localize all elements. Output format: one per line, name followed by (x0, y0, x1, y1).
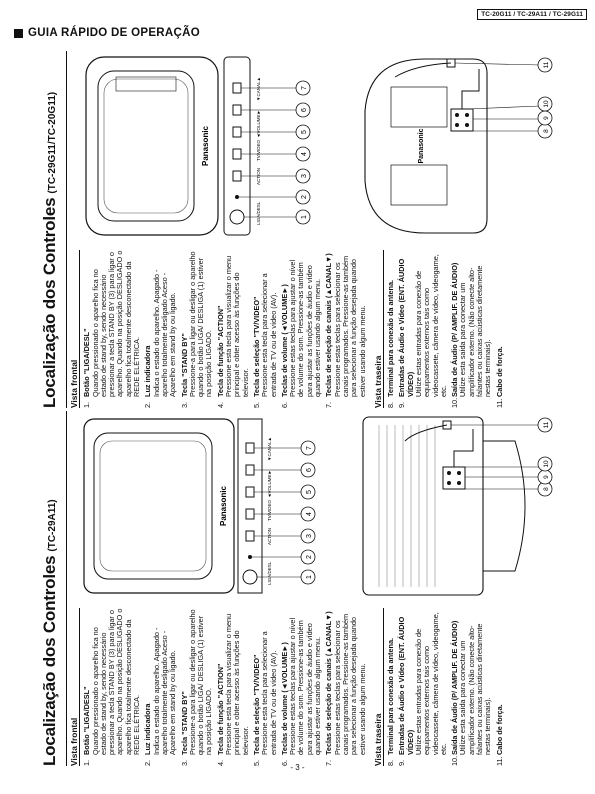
item-number: 4. (215, 759, 225, 766)
list-item (325, 250, 366, 408)
front-heading: Vista frontal (70, 608, 80, 766)
item-number: 8. (386, 401, 396, 408)
item-label: Teclas de seleção de canais (▲CANAL▼) (324, 611, 334, 755)
rear-items (387, 250, 504, 408)
svg-text:7: 7 (306, 446, 313, 450)
section-title-text: Localização dos Controles (40, 197, 59, 408)
list-item (496, 608, 504, 766)
item-label: Terminal para conexão da antena. (386, 279, 396, 397)
item-description: Indica o estado do aparelho. Apagado - aparelho totalmente desligado Aceso - Aparelho em stand by ou ligado. (151, 269, 178, 397)
description-column (70, 608, 560, 766)
list-item (387, 250, 395, 408)
item-description: Pressione esta tecla para visualizar o menu principal e obter acesso às funções do televisor. (224, 255, 250, 397)
item-text (217, 608, 250, 755)
item-description: Pressione estas teclas para ajustar o nível de volume do som. Pressione-as também para ajustar as funções de áudio e vídeo quando estiver usando algum menu. (288, 617, 323, 755)
svg-text:5: 5 (306, 490, 313, 494)
description-column (70, 250, 560, 408)
item-number: 6. (279, 401, 289, 408)
list-item (398, 608, 448, 766)
svg-text:1: 1 (306, 575, 313, 579)
item-text (496, 346, 504, 397)
rotated-content (40, 51, 565, 766)
item-number: 3. (179, 759, 189, 766)
item-text (253, 608, 278, 755)
svg-text:▼CANAL▲: ▼CANAL▲ (256, 77, 261, 101)
tv-front-drawing (76, 411, 356, 601)
item-number: 4. (215, 401, 225, 408)
item-label: Cabo de força. (494, 704, 504, 755)
item-label: Luz indicadora (143, 703, 153, 755)
list-item (325, 608, 366, 766)
svg-text:ACTION: ACTION (267, 527, 272, 545)
item-number: 10. (450, 755, 460, 766)
item-label: Tecla de função "ACTION" (215, 663, 225, 755)
svg-text:4: 4 (306, 512, 313, 516)
tv-rear-drawing (355, 51, 560, 241)
item-label: Tecla de função "ACTION" (215, 305, 225, 397)
item-label: Botão "LIGA/DESL" (82, 686, 92, 755)
item-label: Tecla de seleção "TV/VIDEO" (251, 296, 261, 397)
svg-text:9: 9 (543, 475, 550, 479)
front-items (83, 608, 367, 766)
list-item (387, 608, 395, 766)
svg-text:11: 11 (543, 421, 550, 429)
item-description: Pressione estas teclas para ajustar o nível de volume do som. Pressione-as também para ajustar as funções de áudio e vídeo quando estiver usando algum menu. (288, 259, 323, 397)
item-text (253, 250, 278, 397)
svg-text:3: 3 (306, 534, 313, 538)
item-text (398, 608, 448, 755)
model-tag: TC-20G11 / TC-29A11 / TC-29G11 (477, 9, 587, 20)
item-text (387, 638, 395, 755)
item-description: Pressione esta tecla para selecionar a entrada de TV ou de vídeo (AV). (260, 273, 278, 397)
item-text (181, 250, 214, 397)
section-title-text: Localização dos Controles (40, 555, 59, 766)
section-tc29a11 (40, 411, 565, 766)
svg-text:8: 8 (543, 129, 550, 133)
svg-text:▼CANAL▲: ▼CANAL▲ (267, 437, 272, 461)
item-label: Teclas de seleção de canais (▲CANAL▼) (324, 253, 334, 397)
svg-text:7: 7 (301, 86, 308, 90)
item-number: 7. (324, 759, 334, 766)
page-header (14, 27, 200, 39)
item-description: Quando pressionado o aparelho fica no estado de stand by, sendo necessário pressionar a tecla STAND BY (3) para ligar o aparelho. Quando na posição DESLIGADO o aparelho fica totalmente desconectado da REDE ELÉTRICA. (90, 250, 142, 397)
section-models: (TC-29A11) (47, 499, 58, 552)
item-label: Cabo de força. (494, 346, 504, 397)
list-item (217, 250, 250, 408)
item-number: 5. (251, 759, 261, 766)
front-view-figure (76, 51, 356, 241)
item-text (496, 704, 504, 755)
item-description: Quando pressionado o aparelho fica no estado de stand by, sendo necessário pressionar a tecla STAND BY (3) para ligar o aparelho. Quando na posição DESLIGADO o aparelho fica totalmente desconectado da REDE ELÉTRICA. (90, 608, 142, 755)
svg-text:5: 5 (301, 130, 308, 134)
item-number: 1. (82, 759, 92, 766)
header-title: GUIA RÁPIDO DE OPERAÇÃO (28, 27, 200, 39)
list-item (83, 608, 141, 766)
svg-text:6: 6 (306, 468, 313, 472)
list-item (451, 608, 492, 766)
svg-text:10: 10 (543, 460, 550, 468)
svg-text:8: 8 (543, 487, 550, 491)
item-text (281, 250, 322, 397)
item-number: 3. (179, 401, 189, 408)
item-label: Tecla "STAND BY" (179, 691, 189, 755)
front-view-figure (76, 411, 356, 601)
svg-text:1: 1 (301, 215, 308, 219)
list-item (398, 250, 448, 408)
front-items (83, 250, 367, 408)
item-description: Utilize esta saída para conectar um amplificador externo. (Não conecte alto-falantes ou caixas acústicas diretamente nestas terminais). (458, 265, 493, 397)
item-description: Pressione esta tecla para selecionar a entrada de TV ou de vídeo (AV). (260, 631, 278, 755)
svg-text:9: 9 (543, 116, 550, 120)
list-item (281, 250, 322, 408)
item-text (451, 250, 492, 397)
rear-heading: Vista traseira (374, 608, 384, 766)
svg-text:2: 2 (306, 555, 313, 559)
item-description: Pressione-a para ligar ou desligar o aparelho quando o botão LIGA/ DESLIGA (1) estiver na posição LIGADO. (187, 251, 214, 397)
item-text (83, 608, 141, 755)
item-label: Botão "LIGA/DESL" (82, 328, 92, 397)
item-number: 8. (386, 759, 396, 766)
item-number: 9. (397, 401, 407, 408)
svg-text:LIGA/DESL: LIGA/DESL (267, 561, 272, 585)
item-label: Terminal para conexão da antena. (386, 637, 396, 755)
item-number: 2. (143, 401, 153, 408)
page-number: - 3 - (290, 763, 305, 772)
svg-text:10: 10 (543, 100, 550, 108)
item-label: Teclas de volume (◄VOLUME►) (279, 284, 289, 397)
item-description: Pressione esta tecla para visualizar o menu principal e obter acesso às funções do televisor. (224, 613, 250, 755)
svg-text:2: 2 (301, 195, 308, 199)
list-item (496, 250, 504, 408)
item-description: Pressione estas teclas para selecionar os canais programados. Pressione-as também para selecionar a função desejada quando estiver usando algum menu. (332, 613, 367, 755)
rear-view-figure (355, 411, 560, 601)
brand-logo: Panasonic (201, 125, 210, 167)
brand-logo: Panasonic (219, 485, 228, 527)
section-title (40, 51, 67, 408)
item-text (398, 250, 448, 397)
item-number: 11. (494, 756, 504, 766)
rear-heading: Vista traseira (374, 250, 384, 408)
list-item (144, 250, 177, 408)
rear-items (387, 608, 504, 766)
list-item (181, 250, 214, 408)
item-description: Utilize estas entradas para conexão de equipamentos externos tais como videocassete, câmera de vídeo, videogame, etc. (413, 612, 448, 755)
tv-front-drawing (76, 51, 356, 241)
item-number: 11. (494, 398, 504, 408)
list-item (217, 608, 250, 766)
list-item (281, 608, 322, 766)
brand-logo-rear: Panasonic (418, 128, 425, 164)
item-number: 7. (324, 401, 334, 408)
section-models: (TC-29G11/TC-20G11) (47, 91, 58, 194)
item-label: Teclas de volume (◄VOLUME►) (279, 642, 289, 755)
svg-text:TV/VIDEO: TV/VIDEO (267, 499, 272, 521)
item-number: 9. (397, 759, 407, 766)
item-text (325, 250, 366, 397)
item-label: Luz indicadora (143, 345, 153, 397)
item-text (387, 280, 395, 397)
item-description: Pressione-a para ligar ou desligar o aparelho quando o botão LIGA/ DESLIGA (1) estiver na posição LIGADO. (187, 609, 214, 755)
item-text (325, 608, 366, 755)
item-text (144, 608, 177, 755)
section-tc29g11-tc20g11 (40, 51, 565, 408)
svg-text:TV/VIDEO: TV/VIDEO (256, 139, 261, 161)
svg-text:11: 11 (543, 61, 550, 69)
item-text (217, 250, 250, 397)
svg-text:6: 6 (301, 108, 308, 112)
svg-text:4: 4 (301, 152, 308, 156)
svg-text:◄VOLUME►: ◄VOLUME► (256, 110, 261, 138)
item-label: Tecla "STAND BY" (179, 333, 189, 397)
list-item (253, 250, 278, 408)
item-description: Indica o estado do aparelho. Apagado - aparelho totalmente desligado Aceso - Aparelho em stand by ou ligado. (151, 627, 178, 755)
item-description: Pressione estas teclas para selecionar os canais programados. Pressione-as também para selecionar a função desejada quando estiver usando algum menu. (332, 255, 367, 397)
item-text (451, 608, 492, 755)
item-text (83, 250, 141, 397)
list-item (83, 250, 141, 408)
item-label: Saída de Áudio (P/ AMPLIF. DE ÁUDIO) (450, 262, 460, 397)
item-label: Entradas de Áudio e Vídeo (ENT. ÁUDIO VÍDEO) (397, 616, 415, 755)
item-text (281, 608, 322, 755)
item-description: Utilize esta saída para conectar um amplificador externo. (Não conecte alto-falantes ou caixas acústicas diretamente nestas terminais). (458, 623, 493, 755)
list-item (181, 608, 214, 766)
list-item (451, 250, 492, 408)
header-square-icon (14, 29, 23, 38)
item-text (181, 608, 214, 755)
item-label: Tecla de seleção "TV/VIDEO" (251, 654, 261, 755)
list-item (253, 608, 278, 766)
rear-view-figure (355, 51, 560, 241)
list-item (144, 608, 177, 766)
svg-text:LIGA/DESL: LIGA/DESL (256, 201, 261, 225)
svg-text:◄VOLUME►: ◄VOLUME► (267, 470, 272, 498)
item-description: Utilize estas entradas para conexão de equipamentos externos tais como videocassete, câmera de vídeo, videogame, etc. (413, 254, 448, 397)
tv-rear-drawing (355, 411, 560, 601)
item-number: 5. (251, 401, 261, 408)
item-label: Saída de Áudio (P/ AMPLIF. DE ÁUDIO) (450, 620, 460, 755)
item-number: 6. (279, 759, 289, 766)
item-number: 10. (450, 397, 460, 408)
item-label: Entradas de Áudio e Vídeo (ENT. ÁUDIO VÍDEO) (397, 258, 415, 397)
svg-text:ACTION: ACTION (256, 167, 261, 185)
svg-text:3: 3 (301, 174, 308, 178)
front-heading: Vista frontal (70, 250, 80, 408)
item-number: 2. (143, 759, 153, 766)
item-number: 1. (82, 401, 92, 408)
section-title (40, 411, 67, 766)
item-text (144, 250, 177, 397)
